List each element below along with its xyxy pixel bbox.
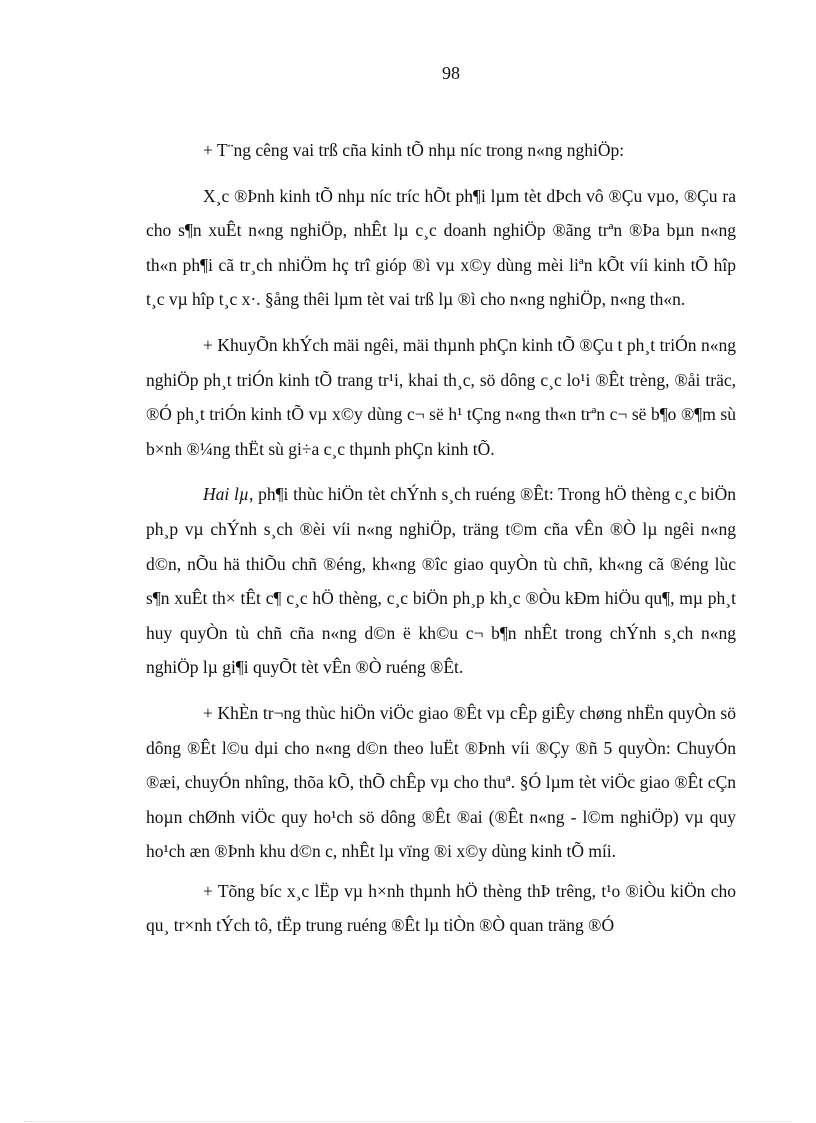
paragraph-4 [146,477,736,685]
paragraph-6 [146,874,736,943]
paragraph-text: X¸c ®Þnh kinh tÕ nhµ níc tríc hÕt ph¶i lµm tèt dÞch vô ®Çu vµo, ®Çu ra cho s¶n xuÊt n«ng nghiÖp, nhÊt lµ c¸c doanh nghiÖp ®ãng trªn ®Þa bµn n«ng th«n ph¶i cã tr¸ch nhiÖm hç trî gióp ®ì vµ x©y dùng mèi liªn kÕt víi kinh tÕ hîp t¸c vµ hîp t¸c x·. §ång thêi lµm tèt vai trß lµ ®ì cho n«ng nghiÖp, n«ng th«n. [146,185,736,310]
paragraph-1 [146,133,736,168]
paragraph-text: + T¨ng cêng vai trß cña kinh tÕ nhµ níc trong n«ng nghiÖp: [203,140,625,160]
document-body [146,133,736,943]
paragraph-text: + KhÈn tr¬ng thùc hiÖn viÖc giao ®Êt vµ cÊp giÊy chøng nhËn quyÒn sö dông ®Êt l©u dµi cho n«ng d©n theo luËt ®Þnh víi ®Çy ®ñ 5 quyÒn: ChuyÓn ®æi, chuyÓn nhîng, thõa kÕ, thÕ chÊp vµ cho thuª. §Ó lµm tèt viÖc giao ®Êt cÇn hoµn chØnh viÖc quy ho¹ch sö dông ®Êt ®ai (®Êt n«ng - l©m nghiÖp) vµ quy ho¹ch æn ®Þnh khu d©n c, nhÊt lµ vïng ®i x©y dùng kinh tÕ míi. [146,702,736,862]
paragraph-5 [146,696,736,869]
page-number: 98 [442,63,460,83]
paragraph-text: , ph¶i thùc hiÖn tèt chÝnh s¸ch ruéng ®Êt: Trong hÖ thèng c¸c biÖn ph¸p vµ chÝnh s¸ch ®èi víi n«ng nghiÖp, träng t©m cña vÊn ®Ò lµ ngêi n«ng d©n, nÕu hä thiÕu chñ ®éng, kh«ng ®îc giao quyÒn tù chñ, kh«ng cã ®éng lùc s¶n xuÊt th× tÊt c¶ c¸c hÖ thèng, c¸c biÖn ph¸p kh¸c ®Òu kÐm hiÖu qu¶, mµ ph¸t huy quyÒn tù chñ cña n«ng d©n ë kh©u c¬ b¶n nhÊt trong chÝnh s¸ch n«ng nghiÖp lµ gi¶i quyÕt tèt vÊn ®Ò ruéng ®Êt. [146,484,736,678]
paragraph-lead-italic: Hai lµ [203,484,249,505]
paragraph-3 [146,328,736,466]
paragraph-text: + KhuyÕn khÝch mäi ngêi, mäi thµnh phÇn kinh tÕ ®Çu t ph¸t triÓn n«ng nghiÖp ph¸t triÓn kinh tÕ trang tr¹i, khai th¸c, sö dông c¸c lo¹i ®Êt trèng, ®åi träc, ®Ó ph¸t triÓn kinh tÕ vµ x©y dùng c¬ së h¹ tÇng n«ng th«n trªn c¬ së b¶o ®¶m sù b×nh ®¼ng thËt sù gi÷a c¸c thµnh phÇn kinh tÕ. [146,334,736,459]
page-bottom-divider [24,1121,792,1122]
paragraph-2 [146,179,736,317]
paragraph-text: + Tõng bíc x¸c lËp vµ h×nh thµnh hÖ thèng thÞ trêng, t¹o ®iÒu kiÖn cho qu¸ tr×nh tÝch tô, tËp trung ruéng ®Êt lµ tiÒn ®Ò quan träng ®Ó [146,880,736,936]
